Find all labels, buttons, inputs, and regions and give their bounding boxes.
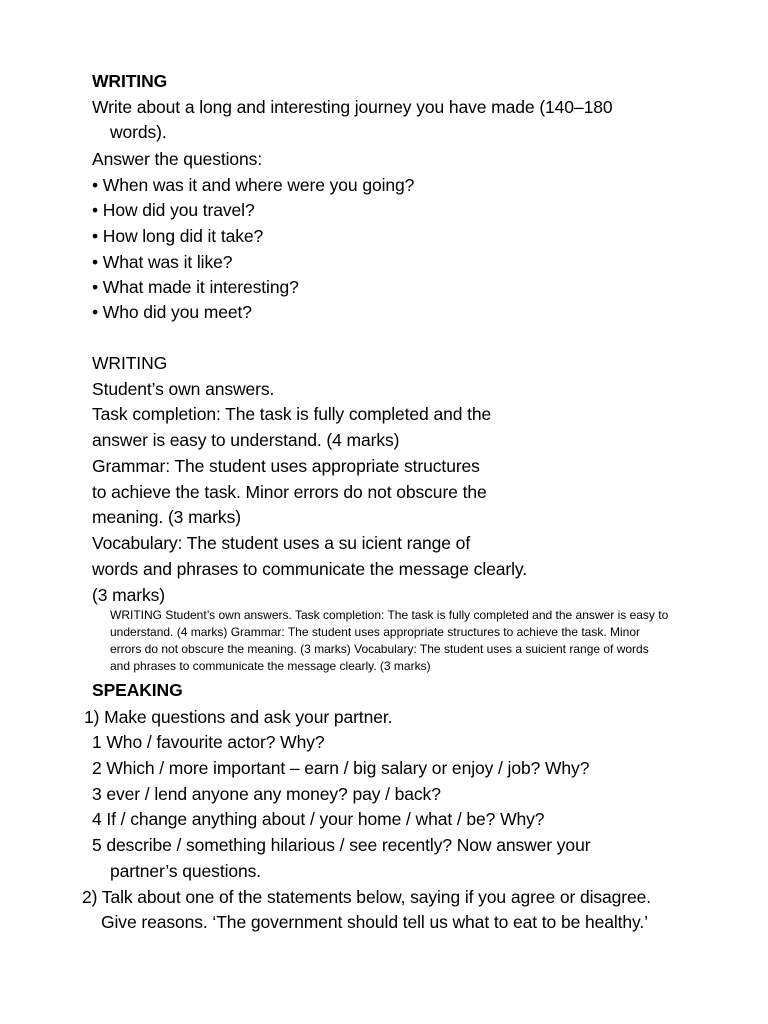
question-item: • Who did you meet? — [92, 302, 252, 322]
question-item: • When was it and where were you going? — [92, 175, 415, 195]
writing-key-heading: WRITING — [92, 353, 168, 373]
speaking-task2-line2: Give reasons. ‘The government should tell us what to eat to be healthy.’ — [101, 912, 648, 932]
key-line: words and phrases to communicate the message clearly. — [92, 559, 528, 579]
key-small-line: understand. (4 marks) Grammar: The student uses appropriate structures to achieve the task. Minor — [110, 625, 641, 639]
key-small-line: and phrases to communicate the message clearly. (3 marks) — [110, 659, 431, 673]
key-line: (3 marks) — [92, 585, 165, 605]
key-line: Vocabulary: The student uses a su icient range of — [92, 533, 471, 553]
question-item: • What made it interesting? — [92, 277, 299, 297]
writing-prompt-line1: Write about a long and interesting journey you have made (140–180 — [92, 97, 613, 117]
key-line: meaning. (3 marks) — [92, 507, 241, 527]
speaking-item: 1 Who / favourite actor? Why? — [92, 732, 325, 752]
question-item: • How long did it take? — [92, 226, 264, 246]
key-line: Task completion: The task is fully completed and the — [92, 404, 492, 424]
writing-heading: WRITING — [92, 71, 168, 91]
writing-prompt-line2: words). — [110, 122, 167, 142]
speaking-task1: 1) Make questions and ask your partner. — [84, 707, 393, 727]
speaking-item: 5 describe / something hilarious / see recently? Now answer your — [92, 835, 591, 855]
key-line: to achieve the task. Minor errors do not obscure the — [92, 482, 487, 502]
key-line: Grammar: The student uses appropriate structures — [92, 456, 480, 476]
speaking-item: 3 ever / lend anyone any money? pay / back? — [92, 784, 441, 804]
key-line: answer is easy to understand. (4 marks) — [92, 430, 400, 450]
key-line: Student’s own answers. — [92, 379, 275, 399]
speaking-item-cont: partner’s questions. — [110, 861, 262, 881]
question-item: • How did you travel? — [92, 200, 255, 220]
answer-intro: Answer the questions: — [92, 149, 263, 169]
key-small-line: errors do not obscure the meaning. (3 marks) Vocabulary: The student uses a suicient range of words — [110, 642, 649, 656]
speaking-heading: SPEAKING — [92, 680, 183, 700]
speaking-item: 2 Which / more important – earn / big salary or enjoy / job? Why? — [92, 758, 590, 778]
key-small-line: WRITING Student’s own answers. Task completion: The task is fully completed and the answer is easy to — [110, 608, 669, 622]
speaking-task2-line1: 2) Talk about one of the statements below, saying if you agree or disagree. — [82, 887, 652, 907]
speaking-item: 4 If / change anything about / your home / what / be? Why? — [92, 809, 545, 829]
question-item: • What was it like? — [92, 252, 233, 272]
